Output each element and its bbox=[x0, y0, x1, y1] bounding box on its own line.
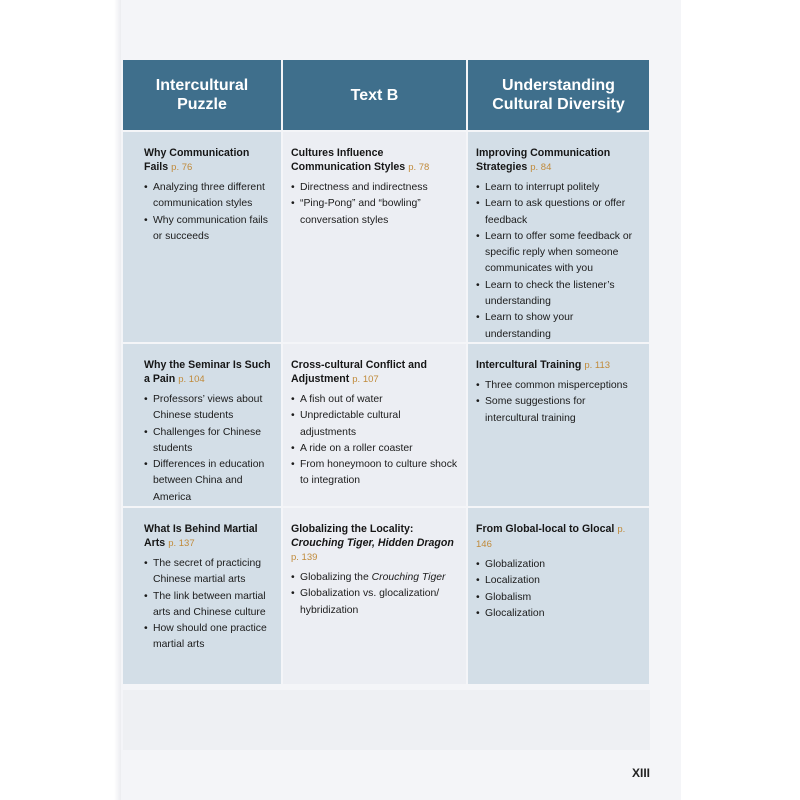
section-title: Why the Seminar Is Such a Pain p. 104 bbox=[144, 359, 271, 385]
page-ref: p. 84 bbox=[530, 162, 552, 173]
list-item: • Globalizing the Crouching Tiger bbox=[291, 570, 458, 586]
list-item: • Analyzing three different communication styles bbox=[144, 180, 273, 213]
list-item: • From honeymoon to culture shock to integration bbox=[291, 457, 458, 490]
page-ref: p. 76 bbox=[171, 162, 193, 173]
bullet-list bbox=[476, 378, 641, 427]
italic-title: Crouching Tiger bbox=[371, 572, 446, 583]
list-item: • Globalism bbox=[476, 590, 641, 606]
page-number: XIII bbox=[631, 766, 650, 780]
list-item: • A ride on a roller coaster bbox=[291, 441, 458, 457]
cell-unit-1-puzzle bbox=[123, 132, 281, 342]
list-item: • Learn to check the listener’s understanding bbox=[476, 278, 641, 311]
bullet-list bbox=[144, 556, 273, 654]
page-ref: p. 146 bbox=[476, 524, 626, 550]
footer-band bbox=[123, 690, 650, 750]
contents-table bbox=[123, 60, 649, 684]
section-title: Cross-cultural Conflict and Adjustment p. 107 bbox=[291, 359, 427, 385]
list-item: • A fish out of water bbox=[291, 392, 458, 408]
page-ref: p. 78 bbox=[408, 162, 430, 173]
list-item: • Some suggestions for intercultural training bbox=[476, 394, 641, 427]
list-item: • Three common misperceptions bbox=[476, 378, 641, 394]
header-text-b: Text B bbox=[283, 60, 466, 130]
page-ref: p. 104 bbox=[178, 374, 205, 385]
section-title: Why Communication Fails p. 76 bbox=[144, 147, 250, 173]
list-item: • Differences in education between China and America bbox=[144, 457, 273, 506]
bullet-list bbox=[476, 180, 641, 343]
cell-unit-3-puzzle bbox=[123, 508, 281, 684]
bullet-list bbox=[144, 392, 273, 506]
page-ref: p. 113 bbox=[584, 360, 611, 371]
list-item: • Challenges for Chinese students bbox=[144, 425, 273, 458]
section-title: Improving Communication Strategies p. 84 bbox=[476, 147, 611, 173]
cell-unit-1-text-b bbox=[283, 132, 466, 342]
list-item: • Learn to ask questions or offer feedback bbox=[476, 196, 641, 229]
list-item: • “Ping-Pong” and “bowling” conversation styles bbox=[291, 196, 458, 229]
page-ref: p. 137 bbox=[168, 538, 195, 549]
bullet-list bbox=[476, 557, 641, 622]
cell-unit-2-puzzle bbox=[123, 344, 281, 506]
list-item: • The secret of practicing Chinese martial arts bbox=[144, 556, 273, 589]
section-title: What Is Behind Martial Arts p. 137 bbox=[144, 523, 258, 549]
section-title: From Global-local to Glocal p. 146 bbox=[476, 523, 626, 550]
bullet-list bbox=[144, 180, 273, 245]
cell-unit-3-text-b bbox=[283, 508, 466, 684]
section-title: Globalizing the Locality: Crouching Tiger, Hidden Dragon p. 139 bbox=[291, 523, 454, 563]
list-item: • Glocalization bbox=[476, 606, 641, 622]
list-item: • Directness and indirectness bbox=[291, 180, 458, 196]
list-item: • Why communication fails or succeeds bbox=[144, 213, 273, 246]
list-item: • Localization bbox=[476, 573, 641, 589]
header-understanding-cultural-diversity: Understanding Cultural Diversity bbox=[468, 60, 649, 130]
list-item: • The link between martial arts and Chinese culture bbox=[144, 589, 273, 622]
list-item: • Unpredictable cultural adjustments bbox=[291, 408, 458, 441]
section-title: Cultures Influence Communication Styles p. 78 bbox=[291, 147, 430, 173]
section-title: Intercultural Training p. 113 bbox=[476, 359, 611, 371]
list-item: • Globalization bbox=[476, 557, 641, 573]
list-item: • Learn to interrupt politely bbox=[476, 180, 641, 196]
bullet-list bbox=[291, 180, 458, 229]
page-ref: p. 107 bbox=[352, 374, 379, 385]
list-item: • Learn to offer some feedback or specific reply when someone communicates with you bbox=[476, 229, 641, 278]
bullet-list bbox=[291, 570, 458, 619]
list-item: • How should one practice martial arts bbox=[144, 621, 273, 654]
cell-unit-1-diversity bbox=[468, 132, 649, 342]
list-item: • Learn to show your understanding bbox=[476, 310, 641, 343]
list-item: • Globalization vs. glocalization/ hybridization bbox=[291, 586, 458, 619]
list-item: • Professors’ views about Chinese students bbox=[144, 392, 273, 425]
header-intercultural-puzzle: Intercultural Puzzle bbox=[123, 60, 281, 130]
page-ref: p. 139 bbox=[291, 552, 318, 563]
cell-unit-2-text-b bbox=[283, 344, 466, 506]
section-subtitle: Crouching Tiger, Hidden Dragon bbox=[291, 537, 454, 549]
bullet-list bbox=[291, 392, 458, 490]
cell-unit-2-diversity bbox=[468, 344, 649, 506]
cell-unit-3-diversity bbox=[468, 508, 649, 684]
